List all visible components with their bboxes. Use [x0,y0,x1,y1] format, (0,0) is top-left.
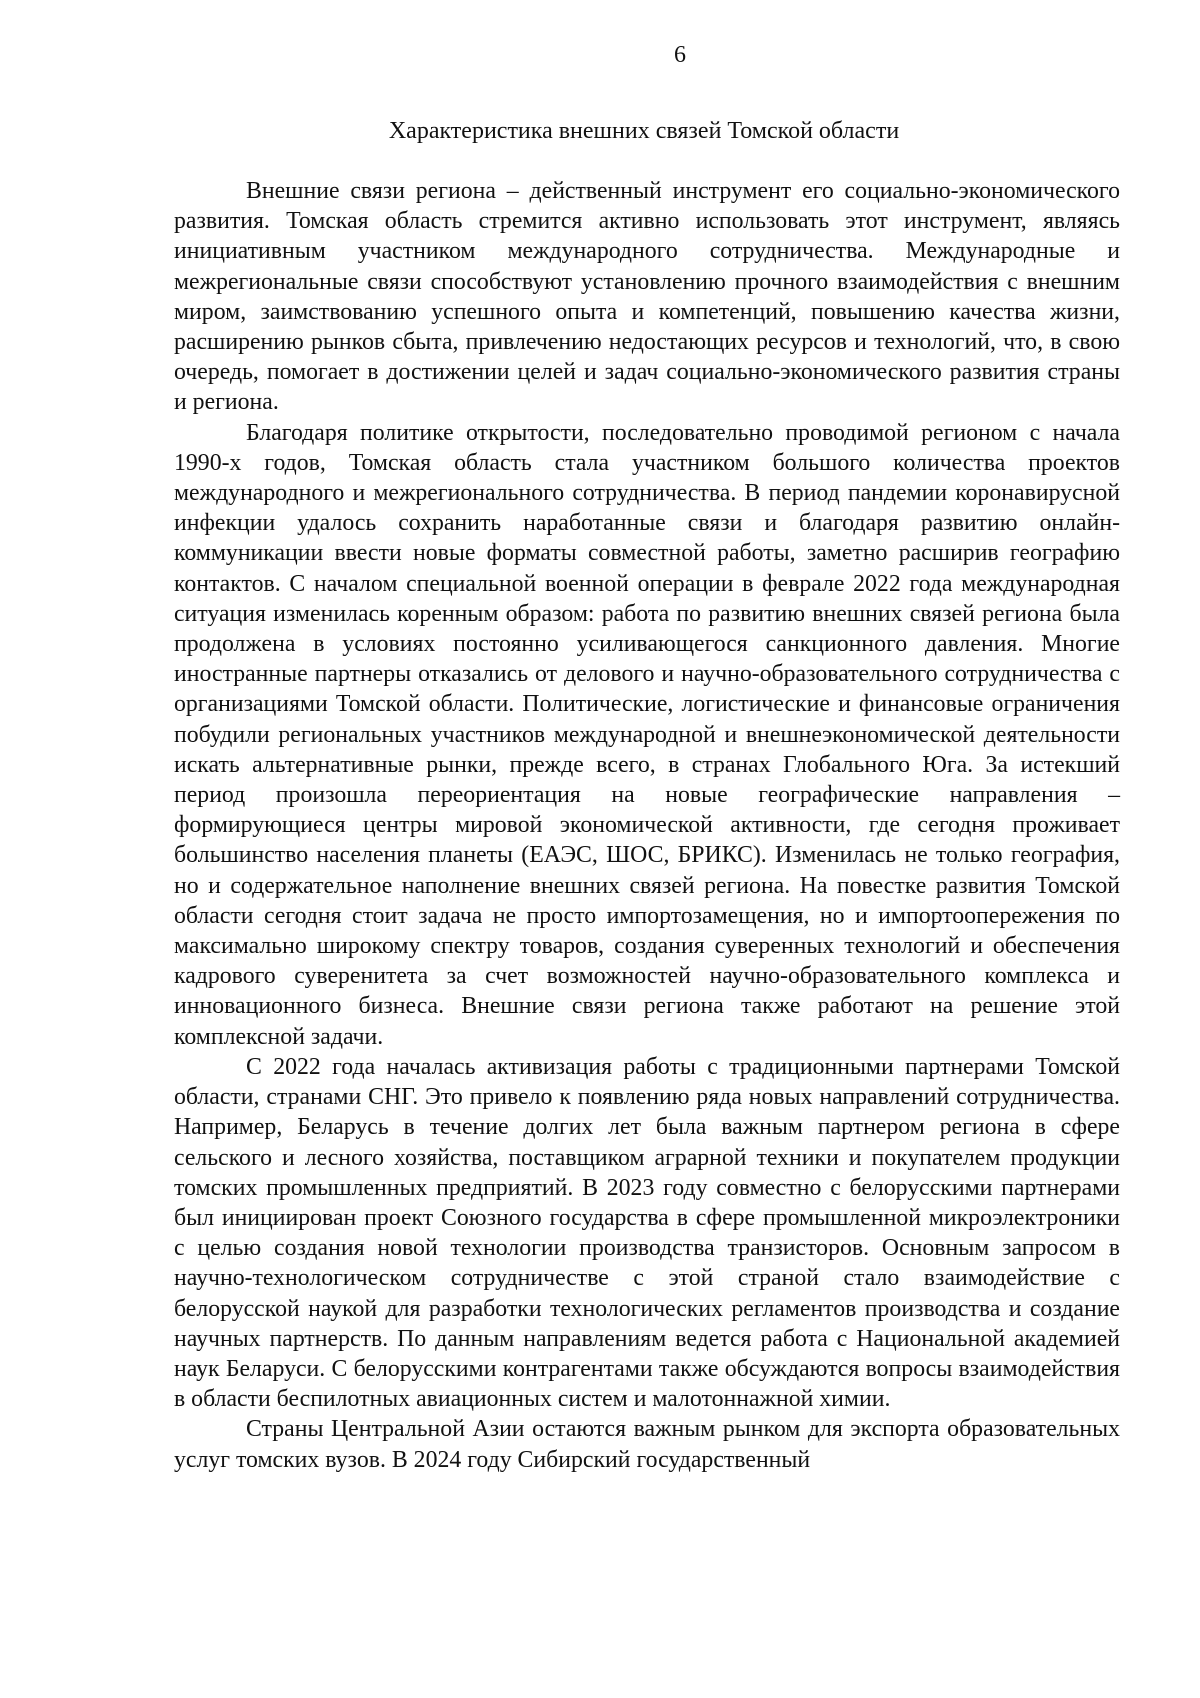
page-number: 6 [674,42,686,68]
paragraph-cis-cooperation: С 2022 года началась активизация работы с традиционными партнерами Томской области, странами СНГ. Это привело к появлению ряда новых направлений сотрудничества. Например, Беларусь в течение долгих лет была важным партнером региона в сфере сельского и лесного хозяйства, поставщиком аграрной техники и покупателем продукции томских промышленных предприятий. В 2023 году совместно с белорусскими партнерами был инициирован проект Союзного государства в сфере промышленной микроэлектроники с целью создания новой технологии производства транзисторов. Основным запросом в научно-технологическом сотрудничестве с этой страной стало взаимодействие с белорусской наукой для разработки технологических регламентов производства и создание научных партнерств. По данным направлениям ведется работа с Национальной академией наук Беларуси. С белорусскими контрагентами также обсуждаются вопросы взаимодействия в области беспилотных авиационных систем и малотоннажной химии. [174,1053,1120,1413]
paragraph-central-asia: Страны Центральной Азии остаются важным рынком для экспорта образовательных услуг томских вузов. В 2024 году Сибирский государственный [174,1416,1120,1473]
paragraph-external-relations-intro: Внешние связи региона – действенный инструмент его социально-экономического развития. Томская область стремится активно использовать этот инструмент, являясь инициативным участником международного сотрудничества. Международные и межрегиональные связи способствуют установлению прочного взаимодействия с внешним миром, заимствованию успешного опыта и компетенций, повышению качества жизни, расширению рынков сбыта, привлечению недостающих ресурсов и технологий, что, в свою очередь, помогает в достижении целей и задач социально-экономического развития страны и региона. [174,178,1120,416]
paragraph-openness-policy: Благодаря политике открытости, последовательно проводимой регионом с начала 1990-х годов, Томская область стала участником большого количества проектов международного и межрегионального сотрудничества. В период пандемии коронавирусной инфекции удалось сохранить наработанные связи и благодаря развитию онлайн-коммуникации ввести новые форматы совместной работы, заметно расширив географию контактов. С началом специальной военной операции в феврале 2022 года международная ситуация изменилась коренным образом: работа по развитию внешних связей региона была продолжена в условиях постоянно усиливающегося санкционного давления. Многие иностранные партнеры отказались от делового и научно-образовательного сотрудничества с организациями Томской области. Политические, логистические и финансовые ограничения побудили региональных участников международной и внешнеэкономической деятельности искать альтернативные рынки, прежде всего, в странах Глобального Юга. За истекший период произошла переориентация на новые географические направления – формирующиеся центры мировой экономической активности, где сегодня проживает большинство населения планеты (ЕАЭС, ШОС, БРИКС). Изменилась не только география, но и содержательное наполнение внешних связей региона. На повестке развития Томской области сегодня стоит задача не просто импортозамещения, но и импортоопережения по максимально широкому спектру товаров, создания суверенных технологий и обеспечения кадрового суверенитета за счет возможностей научно-образовательного комплекса и инновационного бизнеса. Внешние связи региона также работают на решение этой комплексной задачи. [174,419,1120,1050]
document-body [174,176,1120,1475]
section-heading: Характеристика внешних связей Томской области [388,118,900,144]
